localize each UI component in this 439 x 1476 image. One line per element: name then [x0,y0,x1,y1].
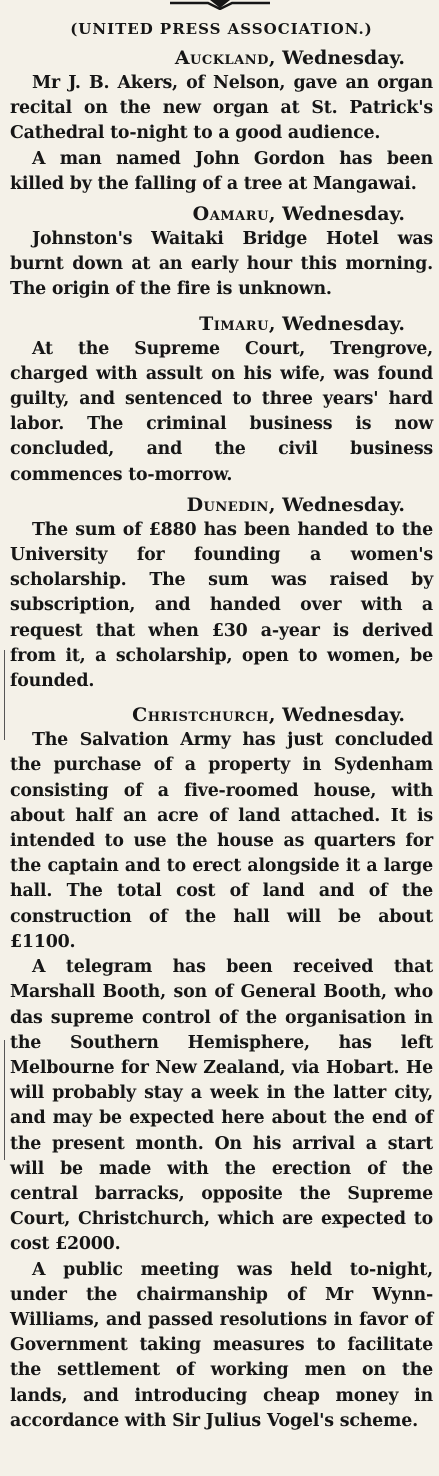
section-dunedin [10,493,433,694]
article-paragraph: Johnston's Waitaki Bridge Hotel was burnt down at an early hour this morning. The origin of the fire is unknown. [10,229,433,300]
dateline: Christchurch, Wednesday. [132,704,405,727]
dateline-day: Wednesday. [282,493,405,516]
ornament-rule-icon [170,0,270,10]
dateline: Oamaru, Wednesday. [192,203,405,226]
section-christchurch [10,703,433,1434]
dateline-day: Wednesday. [282,312,405,335]
article-paragraph: At the Supreme Court, Trengrove, charged with assult on his wife, was found guilty, and sentenced to three years' hard labor. The criminal business is now concluded, and the civil business commences to-morrow. [10,338,433,485]
section-oamaru [10,202,433,303]
article-paragraph: A telegram has been received that Marshall Booth, son of General Booth, who das supreme control of the organisation in the Southern Hemisphere, has left Melbourne for New Zealand, via Hobart. He will probably stay a week in the latter city, and may be expected here about the end of the present month. On his arrival a start will be made with the erection of the central barracks, opposite the Supreme Court, Christchurch, which are expected to cost £2000. [10,957,433,1255]
dateline-place: Christchurch [132,704,269,727]
dateline: Dunedin, Wednesday. [186,493,405,516]
dateline-day: Wednesday. [282,47,405,69]
article-paragraph: The Salvation Army has just concluded the purchase of a property in Sydenham consisting of a five-roomed house, with about half an acre of land attached. It is intended to use the house as quarters for the captain and to erect alongside it a large hall. The total cost of land and of the construction of the hall will be about £1100. [10,730,433,952]
dateline-place: Dunedin [186,493,269,516]
article-paragraph: A public meeting was held to-night, under the chairmanship of Mr Wynn-Williams, and passed resolutions in favor of Government taking measures to facilitate the settlement of working men on the lands, and introducing cheap money in accordance with Sir Julius Vogel's scheme. [10,1259,433,1431]
section-timaru [10,312,433,488]
dateline-place: Timaru [199,312,269,335]
article-paragraph: A man named John Gordon has been killed by the falling of a tree at Mangawai. [10,148,433,194]
dateline-place: Oamaru [192,203,269,226]
dateline: Timaru, Wednesday. [199,312,405,335]
article-paragraph: Mr J. B. Akers, of Nelson, gave an organ recital on the new organ at St. Patrick's Cathedral to-night to a good audience. [10,73,433,144]
dateline-day: Wednesday. [282,704,405,727]
article-paragraph: The sum of £880 has been handed to the University for founding a women's scholarship. The sum was raised by subscription, and handed over with a request that when £30 a-year is derived from it, a scholarship, open to women, be founded. [10,519,433,692]
dateline: Auckland, Wednesday. [174,47,405,69]
dateline-place: Auckland [174,47,269,69]
agency-heading: (UNITED PRESS ASSOCIATION.) [70,20,373,38]
section-auckland [10,46,433,197]
dateline-day: Wednesday. [282,203,405,226]
